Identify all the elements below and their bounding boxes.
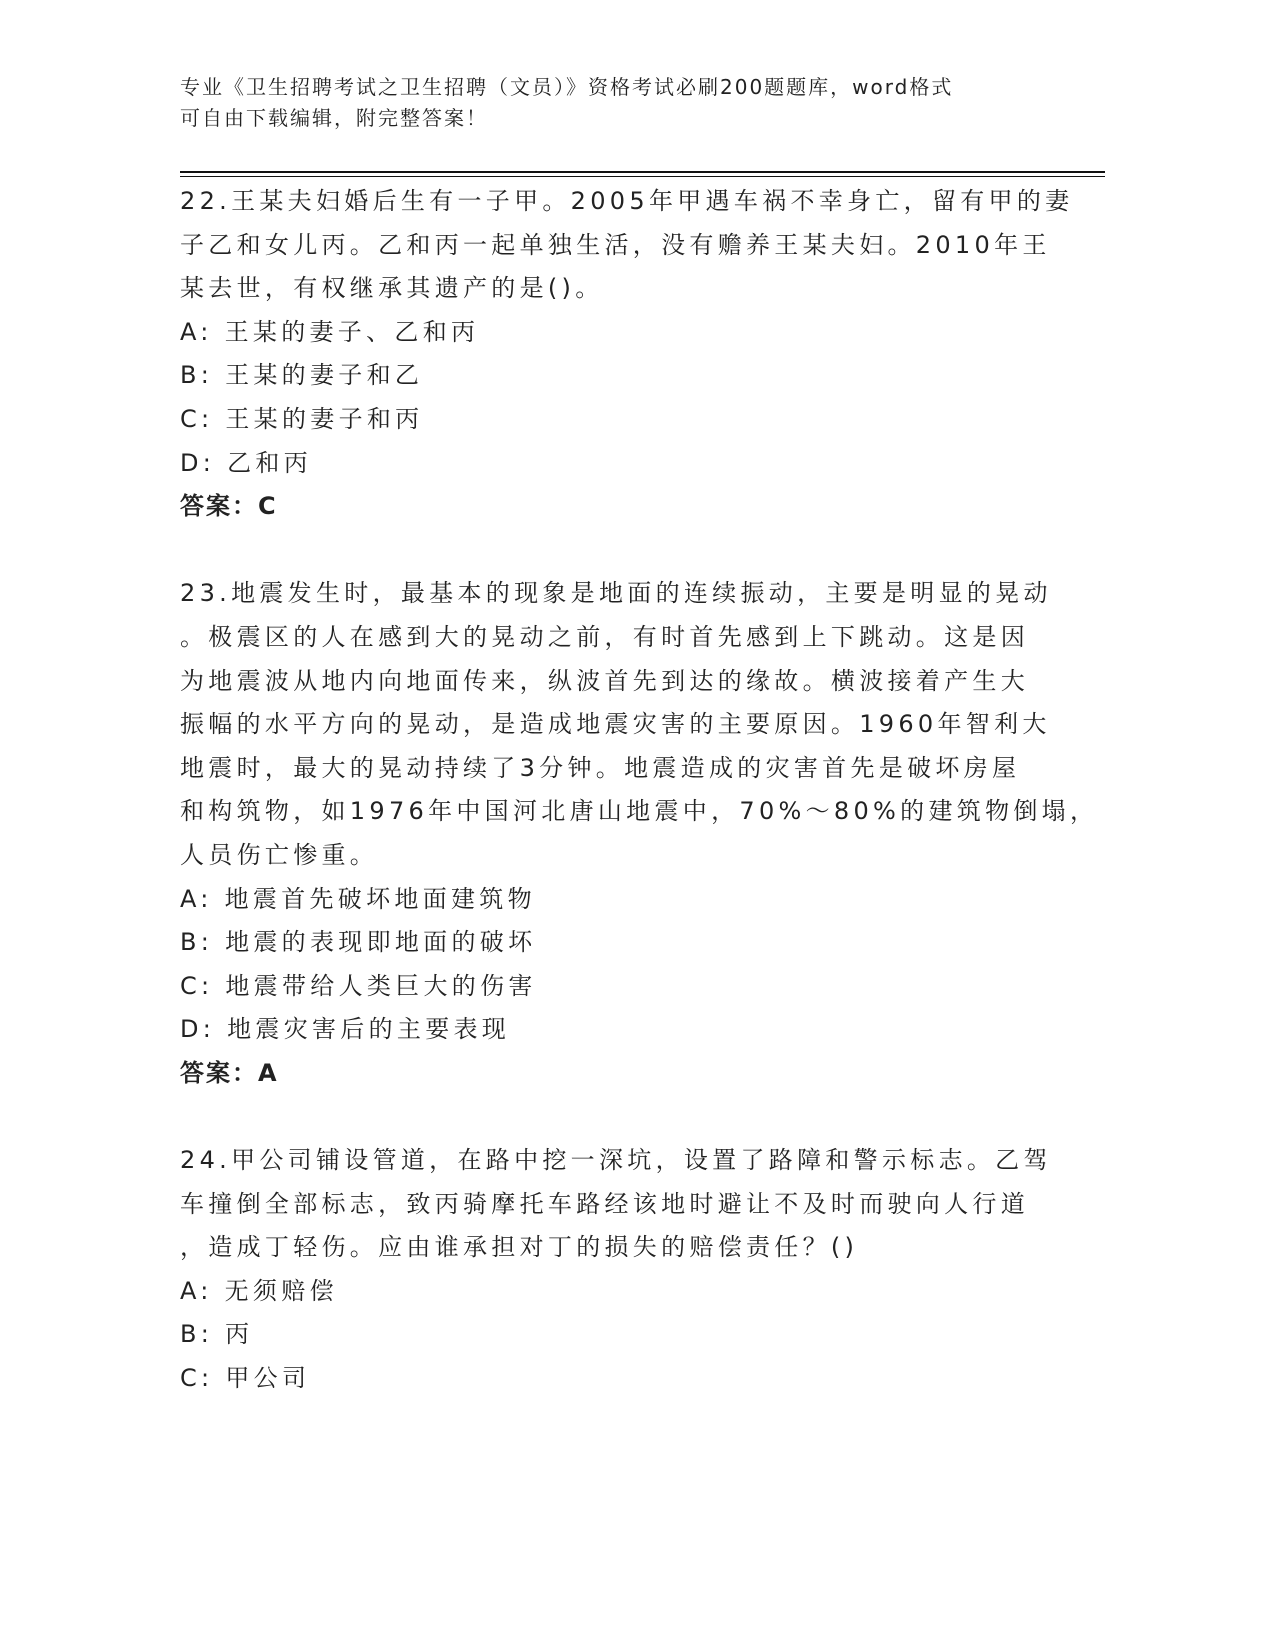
header-rule-thick xyxy=(180,171,1105,173)
question-text: 为地震波从地内向地面传来，纵波首先到达的缘故。横波接着产生大 xyxy=(180,666,1029,695)
question-text: 和构筑物，如1976年中国河北唐山地震中，70%～80%的建筑物倒塌， xyxy=(180,797,1099,826)
option-d: D: 乙和丙 xyxy=(180,448,312,477)
answer: 答案：C xyxy=(180,492,278,521)
option-b: B: 地震的表现即地面的破坏 xyxy=(180,928,537,957)
option-c: C: 王某的妻子和丙 xyxy=(180,404,424,433)
option-b: B: 王某的妻子和乙 xyxy=(180,361,424,390)
question-text: 子乙和女儿丙。乙和丙一起单独生活，没有赡养王某夫妇。2010年王 xyxy=(180,230,1051,259)
question-text: 某去世，有权继承其遗产的是()。 xyxy=(180,274,604,303)
answer: 答案：A xyxy=(180,1058,279,1087)
question-text: ，造成丁轻伤。应由谁承担对丁的损失的赔偿责任？() xyxy=(180,1233,859,1262)
option-c: C: 地震带给人类巨大的伤害 xyxy=(180,971,537,1000)
question-text: 地震时，最大的晃动持续了3分钟。地震造成的灾害首先是破坏房屋 xyxy=(180,753,1021,782)
document-header xyxy=(180,72,953,134)
question-text: 人员伤亡惨重。 xyxy=(180,840,379,869)
question-text: 24.甲公司铺设管道，在路中挖一深坑，设置了路障和警示标志。乙驾 xyxy=(180,1146,1052,1175)
option-d: D: 地震灾害后的主要表现 xyxy=(180,1015,511,1044)
header-rule-thin xyxy=(180,176,1105,177)
question-24 xyxy=(180,1139,1140,1401)
option-b: B: 丙 xyxy=(180,1320,254,1349)
option-a: A: 无须赔偿 xyxy=(180,1276,338,1305)
header-line: 专业《卫生招聘考试之卫生招聘（文员）》资格考试必刷200题题库，word格式 xyxy=(180,75,954,99)
option-a: A: 王某的妻子、乙和丙 xyxy=(180,317,480,346)
question-text: 23.地震发生时，最基本的现象是地面的连续振动，主要是明显的晃动 xyxy=(180,579,1052,608)
header-line: 可自由下载编辑，附完整答案！ xyxy=(180,106,488,130)
question-text: 22.王某夫妇婚后生有一子甲。2005年甲遇车祸不幸身亡，留有甲的妻 xyxy=(180,187,1074,215)
question-text: 车撞倒全部标志，致丙骑摩托车路经该地时避让不及时而驶向人行道 xyxy=(180,1189,1029,1218)
option-c: C: 甲公司 xyxy=(180,1364,311,1393)
option-a: A: 地震首先破坏地面建筑物 xyxy=(180,884,536,913)
question-text: 振幅的水平方向的晃动，是造成地震灾害的主要原因。1960年智利大 xyxy=(180,710,1051,739)
question-text: 。极震区的人在感到大的晃动之前，有时首先感到上下跳动。这是因 xyxy=(180,622,1029,651)
question-22 xyxy=(180,180,1140,529)
question-list xyxy=(180,180,1140,1401)
question-23 xyxy=(180,572,1140,1095)
